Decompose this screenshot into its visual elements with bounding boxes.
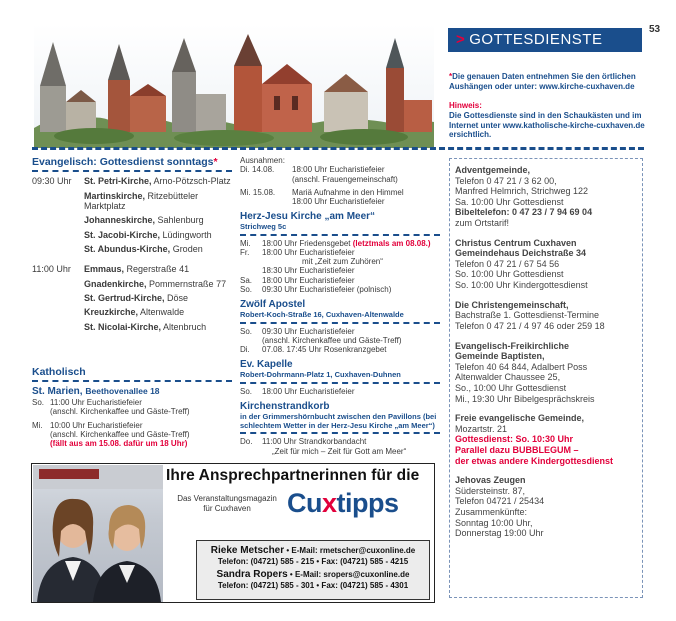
section-divider [240,382,440,384]
service-time-block [32,176,232,258]
congregation-name-line-2: Gemeinde Baptisten, [455,351,545,362]
schedule-line: (anschl. Kirchenkaffee und Gäste-Treff) [50,429,190,439]
schedule-detail [50,421,232,449]
cuxtipps-logo [169,488,433,521]
contact-name-line [203,545,423,557]
schedule-detail [262,248,440,276]
logo-wordmark [287,488,399,520]
ad-contact-box [196,540,430,600]
schedule-row [240,387,440,396]
section-divider [240,234,440,236]
service-time-block [32,264,232,336]
contact-email: • E-Mail: rmetscher@cuxonline.de [286,546,416,555]
church-title: Herz-Jesu Kirche „am Meer“ [240,211,376,223]
congregation-detail: Manfred Helmrich, Strichweg 122 [455,186,589,197]
schedule-row [240,285,440,294]
church-address: in der Grimmershörnbucht zwischen den Pavillons (bei schlechtem Wetter in der Herz-Jesu Kirche „am Meer“) [240,411,437,430]
schedule-row [32,398,232,416]
church-name: St. Petri-Kirche, [84,176,152,187]
header-note-text: Die genauen Daten entnehmen Sie den örtlichen Aushängen oder unter: www.kirche-cuxhaven.de [449,72,636,91]
section-divider [32,380,232,382]
schedule-detail [262,437,440,455]
congregation-detail: Telefon 0 47 21 / 3 62 00, [455,175,557,186]
service-time: 11:00 Uhr [32,264,71,275]
contact-name-line [203,569,423,581]
schedule-line: 10:00 Uhr Eucharistiefeier [50,420,143,430]
congregation-entry [455,341,636,405]
church-section [240,299,440,354]
congregation-detail: Südersteinstr. 87, [455,485,526,496]
schedule-detail [50,398,232,416]
schedule-row [240,239,440,248]
logo-brand-a: Cu [287,488,322,518]
congregation-detail: Mi., 19:30 Uhr Bibelgesprächskreis [455,393,595,404]
congregation-name: Jehovas Zeugen [455,475,526,486]
contact-name: Rieke Metscher [210,545,285,556]
schedule-line: 09:30 Uhr Eucharistiefeier [262,326,355,336]
church-entry [84,322,232,332]
schedule-day: So. [240,326,253,336]
logo-brand-b: tipps [336,488,399,518]
congregation-detail: Telefon 0 47 21 / 67 54 56 [455,258,560,269]
schedule-line: (anschl. Kirchenkaffee und Gäste-Treff) [50,407,190,417]
church-name: St. Abundus-Kirche, [84,244,171,255]
church-location: Sahlenburg [157,215,204,226]
congregation-entry [455,300,636,332]
church-address: Beethovenallee 18 [85,386,160,397]
congregation-name: Freie evangelische Gemeinde, [455,413,585,424]
congregation-detail: So., 10:00 Uhr Gottesdienst [455,382,567,393]
contact-persons-photo [33,465,163,602]
schedule-detail [262,327,440,345]
contact-name: Sandra Ropers [216,568,288,580]
section-divider [240,322,440,324]
schedule-detail [262,285,440,294]
schedule-row [32,421,232,449]
congregation-hotline: Bibeltelefon: 0 47 23 / 7 94 69 04 [455,207,593,218]
church-schedule [240,387,440,396]
church-name: Johanneskirche, [84,215,156,226]
church-banner-image [34,24,434,148]
schedule-line: 18:00 Uhr Eucharistiefeier [262,275,355,285]
church-address: Robert-Dohrmann-Platz 1, Cuxhaven-Duhnen [240,369,401,379]
church-entry [84,293,232,303]
church-entry [84,307,232,317]
schedule-line: 11:00 Uhr Eucharistiefeier [50,398,142,408]
church-address: Strichweg 5c [240,221,287,231]
contact-phone: Telefon: (04721) 585 - 215 • Fax: (04721) 585 - 4215 [217,557,409,566]
church-location: Pommernstraße 77 [149,278,227,289]
schedule-day: Fr. [240,248,250,258]
schedule-line: 09:30 Uhr Eucharistiefeier (polnisch) [262,284,392,294]
church-name: Emmaus, [84,264,125,275]
service-time: 09:30 Uhr [32,176,72,187]
section-divider [32,170,232,172]
church-list [84,264,232,336]
logo-brand-x: x [322,488,337,518]
congregation-entry [455,238,636,291]
church-address: Robert-Koch-Straße 16, Cuxhaven-Altenwalde [240,309,404,319]
church-location: Altenwalde [140,307,185,318]
schedule-day: So. [240,386,253,396]
schedule-day: Mi. [32,420,43,430]
section-divider [240,432,440,434]
schedule-note: (letztmals am 08.08.) [352,238,431,248]
church-entry [84,279,232,289]
schedule-day: So. [240,284,253,294]
church-entry [84,191,232,212]
schedule-row [240,188,440,206]
church-location: Döse [167,293,189,304]
evangelisch-heading-text: Evangelisch: Gottesdienst sonntags [32,156,214,168]
schedule-line: 18:00 Uhr Eucharistiefeier [292,197,385,206]
asterisk-marker: * [213,156,218,168]
church-name: St. Gertrud-Kirche, [84,293,165,304]
schedule-line: 18:00 Uhr Eucharistiefeier [292,165,385,175]
church-entry [84,215,232,225]
schedule-detail [292,188,440,206]
church-name: St. Nicolai-Kirche, [84,321,162,332]
asterisk-marker: * [449,72,453,81]
katholisch-heading: Katholisch [32,366,86,378]
congregation-highlight: Gottesdienst: So. 10:30 Uhr [455,434,574,445]
church-entry [84,264,232,274]
church-location: Altenbruch [163,321,207,332]
chevron-right-icon: > [456,31,466,48]
congregation-detail: Sonntag 10:00 Uhr, [455,517,533,528]
church-skyline-illustration [34,24,434,148]
schedule-line: Mariä Aufnahme in den Himmel [292,187,404,197]
church-location: Lüdingworth [162,229,212,240]
schedule-day: Di. [240,344,250,354]
contact-person [203,545,423,567]
schedule-day: Do. [240,437,253,447]
hinweis-note [449,101,673,140]
ad-headline: Ihre Ansprechpartnerinnen für die [166,467,420,484]
section-title: GOTTESDIENSTE [469,31,603,48]
congregation-name: Die Christengemeinschaft, [455,299,569,310]
schedule-row [240,437,440,455]
schedule-detail [262,387,440,396]
congregation-detail: Telefon 04721 / 25434 [455,496,545,507]
schedule-detail [292,165,440,183]
congregation-name-line-2: Gemeindehaus Deichstraße 34 [455,248,587,259]
congregation-detail: Telefon 40 64 844, Adalbert Poss [455,361,588,372]
congregation-entry [455,413,636,466]
congregation-detail: Telefon 0 47 21 / 4 97 46 oder 259 18 [455,320,605,331]
middle-sections [240,211,440,456]
congregation-detail: Mozartstr. 21 [455,423,508,434]
logo-tagline [171,494,283,514]
congregation-detail: Sa. 10:00 Uhr Gottesdienst [455,196,564,207]
church-name: Martinskirche, [84,190,146,201]
schedule-note: (fällt aus am 15.08. dafür um 18 Uhr) [50,438,188,448]
schedule-day: Di. 14.08. [240,165,275,175]
congregation-highlight: der etwas andere Kindergottesdienst [455,455,614,466]
church-section [240,211,440,294]
church-title: Zwölf Apostel [240,298,306,310]
page-number: 53 [649,24,661,35]
schedule-line: mit „Zeit zum Zuhören“ [302,257,383,267]
section-title-tab [448,28,642,52]
schedule-row [240,248,440,276]
church-entry [84,230,232,240]
congregation-detail: Donnerstag 19:00 Uhr [455,528,544,539]
schedule-line: 18:00 Uhr Eucharistiefeier [262,248,355,258]
schedule-line: (anschl. Kirchenkaffee und Gäste-Treff) [262,335,402,345]
congregation-entry [455,475,636,539]
church-name: Gnadenkirche, [84,278,147,289]
congregation-highlight: Parallel dazu BUBBLEGUM – [455,445,579,456]
ausnahmen-label: Ausnahmen: [240,156,285,165]
evangelisch-service-list [32,176,232,336]
congregation-detail: zum Ortstarif! [455,218,510,229]
katholisch-section [32,366,232,448]
congregation-name: Adventgemeinde, [455,165,531,175]
church-title: Ev. Kapelle [240,359,293,371]
church-title: Kirchenstrandkorb [240,400,330,412]
congregation-detail: So. 10:00 Uhr Kindergottesdienst [455,280,588,291]
church-section [240,359,440,396]
katholisch-schedule [32,398,232,448]
church-name: St. Marien, [32,386,83,398]
header-note [449,72,669,92]
schedule-line: 18:00 Uhr Eucharistiefeier [262,386,355,396]
church-name: Kreuzkirche, [84,307,139,318]
schedule-row [240,165,440,183]
church-schedule [240,327,440,355]
hinweis-text: Die Gottesdienste sind in den Schaukästen und im Internet unter www.katholische-kirche-cuxhaven.de ersichtlich. [449,110,645,140]
header-divider [32,147,644,150]
schedule-detail [262,239,440,248]
logo-tagline-line-1: Das Veranstaltungsmagazin [177,494,277,503]
contact-email: • E-Mail: sropers@cuxonline.de [289,569,410,579]
congregation-detail: Altenwalder Chaussee 25, [455,372,561,383]
schedule-line: (anschl. Frauengemeinschaft) [292,174,398,184]
church-section [240,401,440,456]
schedule-row [240,345,440,354]
contact-phone: Telefon: (04721) 585 - 301 • Fax: (04721) 585 - 4301 [217,580,409,590]
church-entry [84,244,232,254]
congregation-name: Christus Centrum Cuxhaven [455,237,577,248]
church-location: Regerstraße 41 [126,264,190,275]
ausnahmen-list [240,165,440,206]
church-entry [84,176,232,186]
church-name: St. Jacobi-Kirche, [84,229,161,240]
church-schedule [240,437,440,455]
congregation-detail: Bachstraße 1. Gottesdienst-Termine [455,310,600,321]
evangelisch-section [32,156,232,342]
schedule-detail [262,276,440,285]
church-schedule [240,239,440,294]
congregation-name: Evangelisch-Freikirchliche [455,340,570,351]
church-location: Arno-Pötzsch-Platz [153,176,231,187]
congregation-entry [455,165,636,229]
contact-person [203,569,423,591]
schedule-line: „Zeit für mich – Zeit für Gott am Meer“ [272,446,407,456]
schedule-line: 18:00 Uhr Friedensgebet (letztmals am 08.08.) [262,238,431,248]
schedule-line: 18:30 Uhr Eucharistiefeier [262,266,355,276]
schedule-day: Mi. 15.08. [240,187,276,197]
hinweis-title: Hinweis: [449,101,482,110]
schedule-row [240,276,440,285]
church-location: Groden [172,244,203,255]
schedule-line: 07.08. 17:45 Uhr Rosenkranzgebet [262,344,387,354]
schedule-day: Mi. [240,238,251,248]
congregation-detail: Zusammenkünfte: [455,507,528,518]
schedule-detail [262,345,440,354]
free-churches-box [449,158,643,598]
schedule-line: 11:00 Uhr Strandkorbandacht [262,437,367,447]
evangelisch-heading [32,156,232,168]
church-location: Ritzebütteler Marktplatz [84,190,199,212]
cuxtipps-advertisement [31,463,435,603]
church-list [84,176,232,258]
middle-column [240,156,440,456]
logo-tagline-line-2: für Cuxhaven [203,504,251,513]
schedule-row [240,327,440,345]
church-title [32,386,232,398]
schedule-day: Sa. [240,275,253,285]
schedule-day: So. [32,398,45,408]
congregation-detail: So. 10:00 Uhr Gottesdienst [455,269,564,280]
